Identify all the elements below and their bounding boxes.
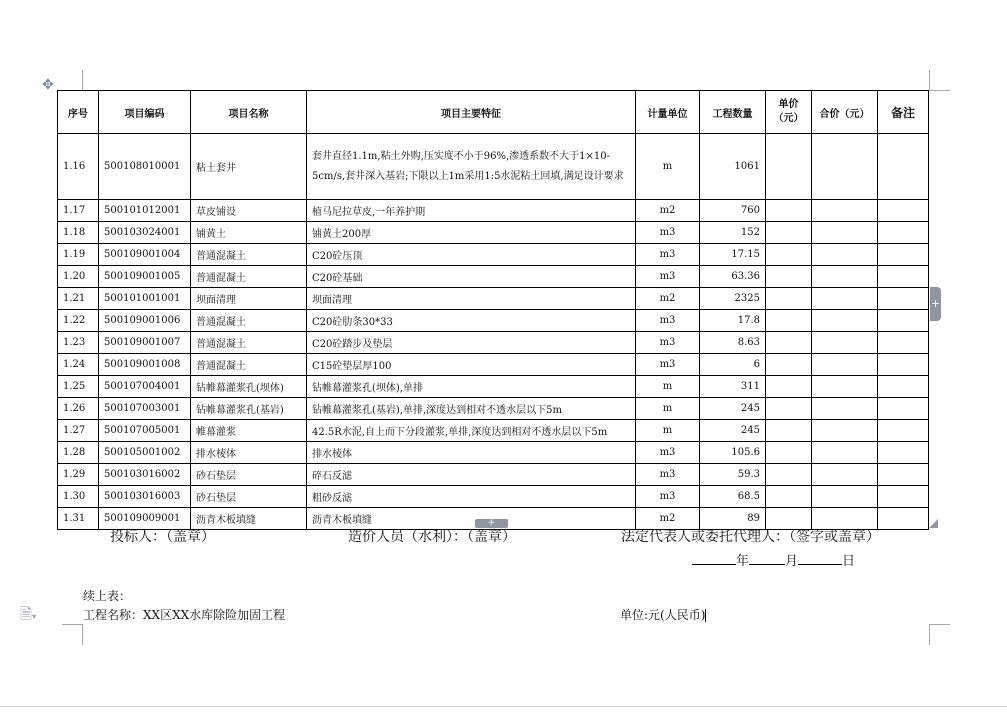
cell-features[interactable]: 坝面清理 [307,288,636,310]
cell-name[interactable]: 砂石垫层 [191,486,307,508]
cell-features[interactable]: C20砼压顶 [307,244,636,266]
cell-seq[interactable]: 1.25 [58,376,99,398]
cell-features[interactable]: 粗砂反滤 [307,486,636,508]
cell-qty[interactable]: 152 [700,222,766,244]
cell-features[interactable]: 排水棱体 [307,442,636,464]
table-row [58,376,929,398]
cell-code[interactable]: 500109001004 [99,244,191,266]
cell-note[interactable] [878,508,929,530]
table-row [58,486,929,508]
cell-features[interactable]: 铺黄土200厚 [307,222,636,244]
header-price-line1: 单价 [778,99,799,110]
cell-price[interactable] [766,442,812,464]
cell-qty[interactable]: 59.3 [700,464,766,486]
cell-code[interactable]: 500107004001 [99,376,191,398]
cell-unit[interactable]: m [636,398,700,420]
cell-price[interactable] [766,332,812,354]
crop-mark-top-right [929,70,950,91]
cell-price[interactable] [766,398,812,420]
cell-seq[interactable]: 1.26 [58,398,99,420]
cell-note[interactable] [878,376,929,398]
cell-price[interactable] [766,376,812,398]
cell-code[interactable]: 500107003001 [99,398,191,420]
bill-of-quantities-table [57,90,929,530]
cell-features[interactable]: C15砼垫层厚100 [307,354,636,376]
cell-features[interactable]: C20砼肋条30*33 [307,310,636,332]
cell-code[interactable]: 500109001005 [99,266,191,288]
cell-qty[interactable]: 68.5 [700,486,766,508]
cell-code[interactable]: 500108010001 [99,134,191,200]
crop-mark-bottom-right [929,624,950,645]
cell-seq[interactable]: 1.21 [58,288,99,310]
text-cursor [705,609,706,622]
header-unit: 计量单位 [636,91,700,134]
cell-name[interactable]: 沥青木板填缝 [191,508,307,530]
table-row [58,442,929,464]
cell-total[interactable] [812,464,878,486]
header-price-line2: （元） [773,113,804,124]
cell-total[interactable] [812,266,878,288]
cell-features[interactable]: 碎石反滤 [307,464,636,486]
cell-note[interactable] [878,288,929,310]
cell-features[interactable]: 套井直径1.1m,粘土外购,压实度不小于96%,渗透系数不大于1×10-5cm/s,套井深入基岩;下限以上1m采用1:5水泥粘土回填,满足设计要求 [307,134,636,200]
cell-unit[interactable]: m3 [636,222,700,244]
cost-staff-signature: 造价人员（水利）：（盖章） [348,529,516,545]
cell-price[interactable] [766,288,812,310]
cell-code[interactable]: 500109001007 [99,332,191,354]
cell-name[interactable]: 帷幕灌浆 [191,420,307,442]
table-header-row [58,91,929,134]
cell-note[interactable] [878,200,929,222]
cell-code[interactable]: 500105001002 [99,442,191,464]
cell-price[interactable] [766,464,812,486]
date-line [692,550,855,569]
header-note: 备注 [878,91,929,134]
cell-name[interactable]: 砂石垫层 [191,464,307,486]
cell-price[interactable] [766,222,812,244]
cell-note[interactable] [878,222,929,244]
cell-total[interactable] [812,288,878,310]
cell-code[interactable]: 500103016003 [99,486,191,508]
cell-price[interactable] [766,244,812,266]
header-qty: 工程数量 [700,91,766,134]
cell-features[interactable]: 植马尼拉草皮,一年养护期 [307,200,636,222]
table-row [58,200,929,222]
cell-name[interactable]: 普通混凝土 [191,354,307,376]
cell-qty[interactable]: 105.6 [700,442,766,464]
cell-note[interactable] [878,244,929,266]
crop-mark-bottom-left [62,624,83,645]
cell-features[interactable]: 42.5R水泥,自上而下分段灌浆,单排,深度达到相对不透水层以下5m [307,420,636,442]
cell-code[interactable]: 500109001008 [99,354,191,376]
cell-code[interactable]: 500109001006 [99,310,191,332]
cell-seq[interactable]: 1.30 [58,486,99,508]
cell-seq[interactable]: 1.22 [58,310,99,332]
cell-name[interactable]: 草皮铺设 [191,200,307,222]
cell-total[interactable] [812,134,878,200]
date-year-label: 年 [736,554,750,569]
project-name: 工程名称：XX区XX水库除险加固工程 [83,608,286,622]
cell-price[interactable] [766,200,812,222]
legal-rep-signature: 法定代表人或委托代理人：（签字或盖章） [621,529,880,545]
cell-qty[interactable]: 245 [700,398,766,420]
cell-qty[interactable]: 89 [700,508,766,530]
cell-unit[interactable]: m3 [636,266,700,288]
cell-qty[interactable]: 760 [700,200,766,222]
header-code: 项目编码 [99,91,191,134]
cell-note[interactable] [878,354,929,376]
cell-note[interactable] [878,134,929,200]
cell-seq[interactable]: 1.17 [58,200,99,222]
cell-name[interactable]: 普通混凝土 [191,244,307,266]
cell-total[interactable] [812,442,878,464]
cell-total[interactable] [812,222,878,244]
cell-seq[interactable]: 1.29 [58,464,99,486]
cell-features[interactable]: C20砼基础 [307,266,636,288]
cell-code[interactable]: 500103016002 [99,464,191,486]
cell-total[interactable] [812,244,878,266]
table-row [58,398,929,420]
cell-name[interactable]: 普通混凝土 [191,266,307,288]
cell-note[interactable] [878,420,929,442]
cell-unit[interactable]: m3 [636,486,700,508]
cell-unit[interactable]: m3 [636,442,700,464]
table-row [58,266,929,288]
cell-total[interactable] [812,332,878,354]
cell-unit[interactable]: m2 [636,288,700,310]
cell-name[interactable]: 铺黄土 [191,222,307,244]
cell-price[interactable] [766,486,812,508]
cell-note[interactable] [878,310,929,332]
table-row [58,244,929,266]
cell-name[interactable]: 普通混凝土 [191,332,307,354]
add-column-handle[interactable]: + [930,287,941,321]
cell-name[interactable]: 钻帷幕灌浆孔(基岩) [191,398,307,420]
cell-seq[interactable]: 1.16 [58,134,99,200]
table-row [58,222,929,244]
table-row [58,420,929,442]
header-seq: 序号 [58,91,99,134]
cell-qty[interactable]: 245 [700,420,766,442]
cell-total[interactable] [812,376,878,398]
add-row-handle[interactable]: + [475,519,508,528]
cell-note[interactable] [878,442,929,464]
cell-features[interactable]: 沥青木板填缝 [307,508,636,530]
cell-unit[interactable]: m [636,376,700,398]
cell-price[interactable] [766,354,812,376]
cell-seq[interactable]: 1.23 [58,332,99,354]
table-row [58,134,929,200]
cell-unit[interactable]: m2 [636,200,700,222]
cell-seq[interactable]: 1.20 [58,266,99,288]
header-price [766,91,812,134]
cell-total[interactable] [812,200,878,222]
table-row [58,310,929,332]
cell-name[interactable]: 钻帷幕灌浆孔(坝体) [191,376,307,398]
table-row [58,464,929,486]
bidder-signature: 投标人：（盖章） [110,529,215,545]
header-total: 合价（元） [812,91,878,134]
cell-total[interactable] [812,310,878,332]
cell-note[interactable] [878,398,929,420]
date-day-label: 日 [842,554,856,569]
table-row [58,288,929,310]
cell-total[interactable] [812,354,878,376]
date-month-label: 月 [785,554,799,569]
cell-seq[interactable]: 1.19 [58,244,99,266]
cell-seq[interactable]: 1.31 [58,508,99,530]
table-move-handle-icon[interactable]: ✥ [42,77,54,93]
cell-qty[interactable]: 17.8 [700,310,766,332]
cell-qty[interactable]: 311 [700,376,766,398]
cell-qty[interactable]: 8.63 [700,332,766,354]
cell-unit[interactable]: m3 [636,354,700,376]
cell-total[interactable] [812,398,878,420]
cell-price[interactable] [766,266,812,288]
crop-mark-top-left [62,70,83,91]
cell-price[interactable] [766,134,812,200]
cell-code[interactable]: 500109009001 [99,508,191,530]
cell-total[interactable] [812,486,878,508]
cell-seq[interactable]: 1.28 [58,442,99,464]
cell-features[interactable]: 钻帷幕灌浆孔(坝体),单排 [307,376,636,398]
cell-unit[interactable]: m [636,420,700,442]
table-row [58,354,929,376]
cell-name[interactable]: 排水棱体 [191,442,307,464]
cell-price[interactable] [766,420,812,442]
header-features: 项目主要特征 [307,91,636,134]
currency-unit[interactable] [620,606,706,623]
cell-unit[interactable]: m [636,134,700,200]
cell-unit[interactable]: m3 [636,464,700,486]
continuation-label: 续上表： [83,589,132,603]
cell-code[interactable]: 500101012001 [99,200,191,222]
cell-features[interactable]: 钻帷幕灌浆孔(基岩),单排,深度达到相对不透水层以下5m [307,398,636,420]
cell-code[interactable]: 500103024001 [99,222,191,244]
cell-qty[interactable]: 1061 [700,134,766,200]
header-name: 项目名称 [191,91,307,134]
cell-name[interactable]: 粘土套井 [191,134,307,200]
cell-unit[interactable]: m3 [636,244,700,266]
cell-seq[interactable]: 1.27 [58,420,99,442]
cell-qty[interactable]: 63.36 [700,266,766,288]
currency-unit-text: 单位:元(人民币) [620,608,706,622]
cell-seq[interactable]: 1.24 [58,354,99,376]
cell-note[interactable] [878,266,929,288]
cell-note[interactable] [878,464,929,486]
cell-features[interactable]: C20砼踏步及垫层 [307,332,636,354]
page-bottom-divider [0,706,1007,707]
cell-note[interactable] [878,486,929,508]
cell-name[interactable]: 坝面清理 [191,288,307,310]
cell-unit[interactable]: m2 [636,508,700,530]
cell-price[interactable] [766,310,812,332]
table-resize-handle[interactable] [929,519,938,528]
cell-qty[interactable]: 6 [700,354,766,376]
cell-qty[interactable]: 17.15 [700,244,766,266]
cell-unit[interactable]: m3 [636,310,700,332]
table-row [58,332,929,354]
cell-total[interactable] [812,420,878,442]
cell-seq[interactable]: 1.18 [58,222,99,244]
cell-code[interactable]: 500101001001 [99,288,191,310]
document-options-icon[interactable]: 🗎▾ [20,605,37,623]
cell-name[interactable]: 普通混凝土 [191,310,307,332]
cell-unit[interactable]: m3 [636,332,700,354]
cell-note[interactable] [878,332,929,354]
cell-code[interactable]: 500107005001 [99,420,191,442]
cell-qty[interactable]: 2325 [700,288,766,310]
